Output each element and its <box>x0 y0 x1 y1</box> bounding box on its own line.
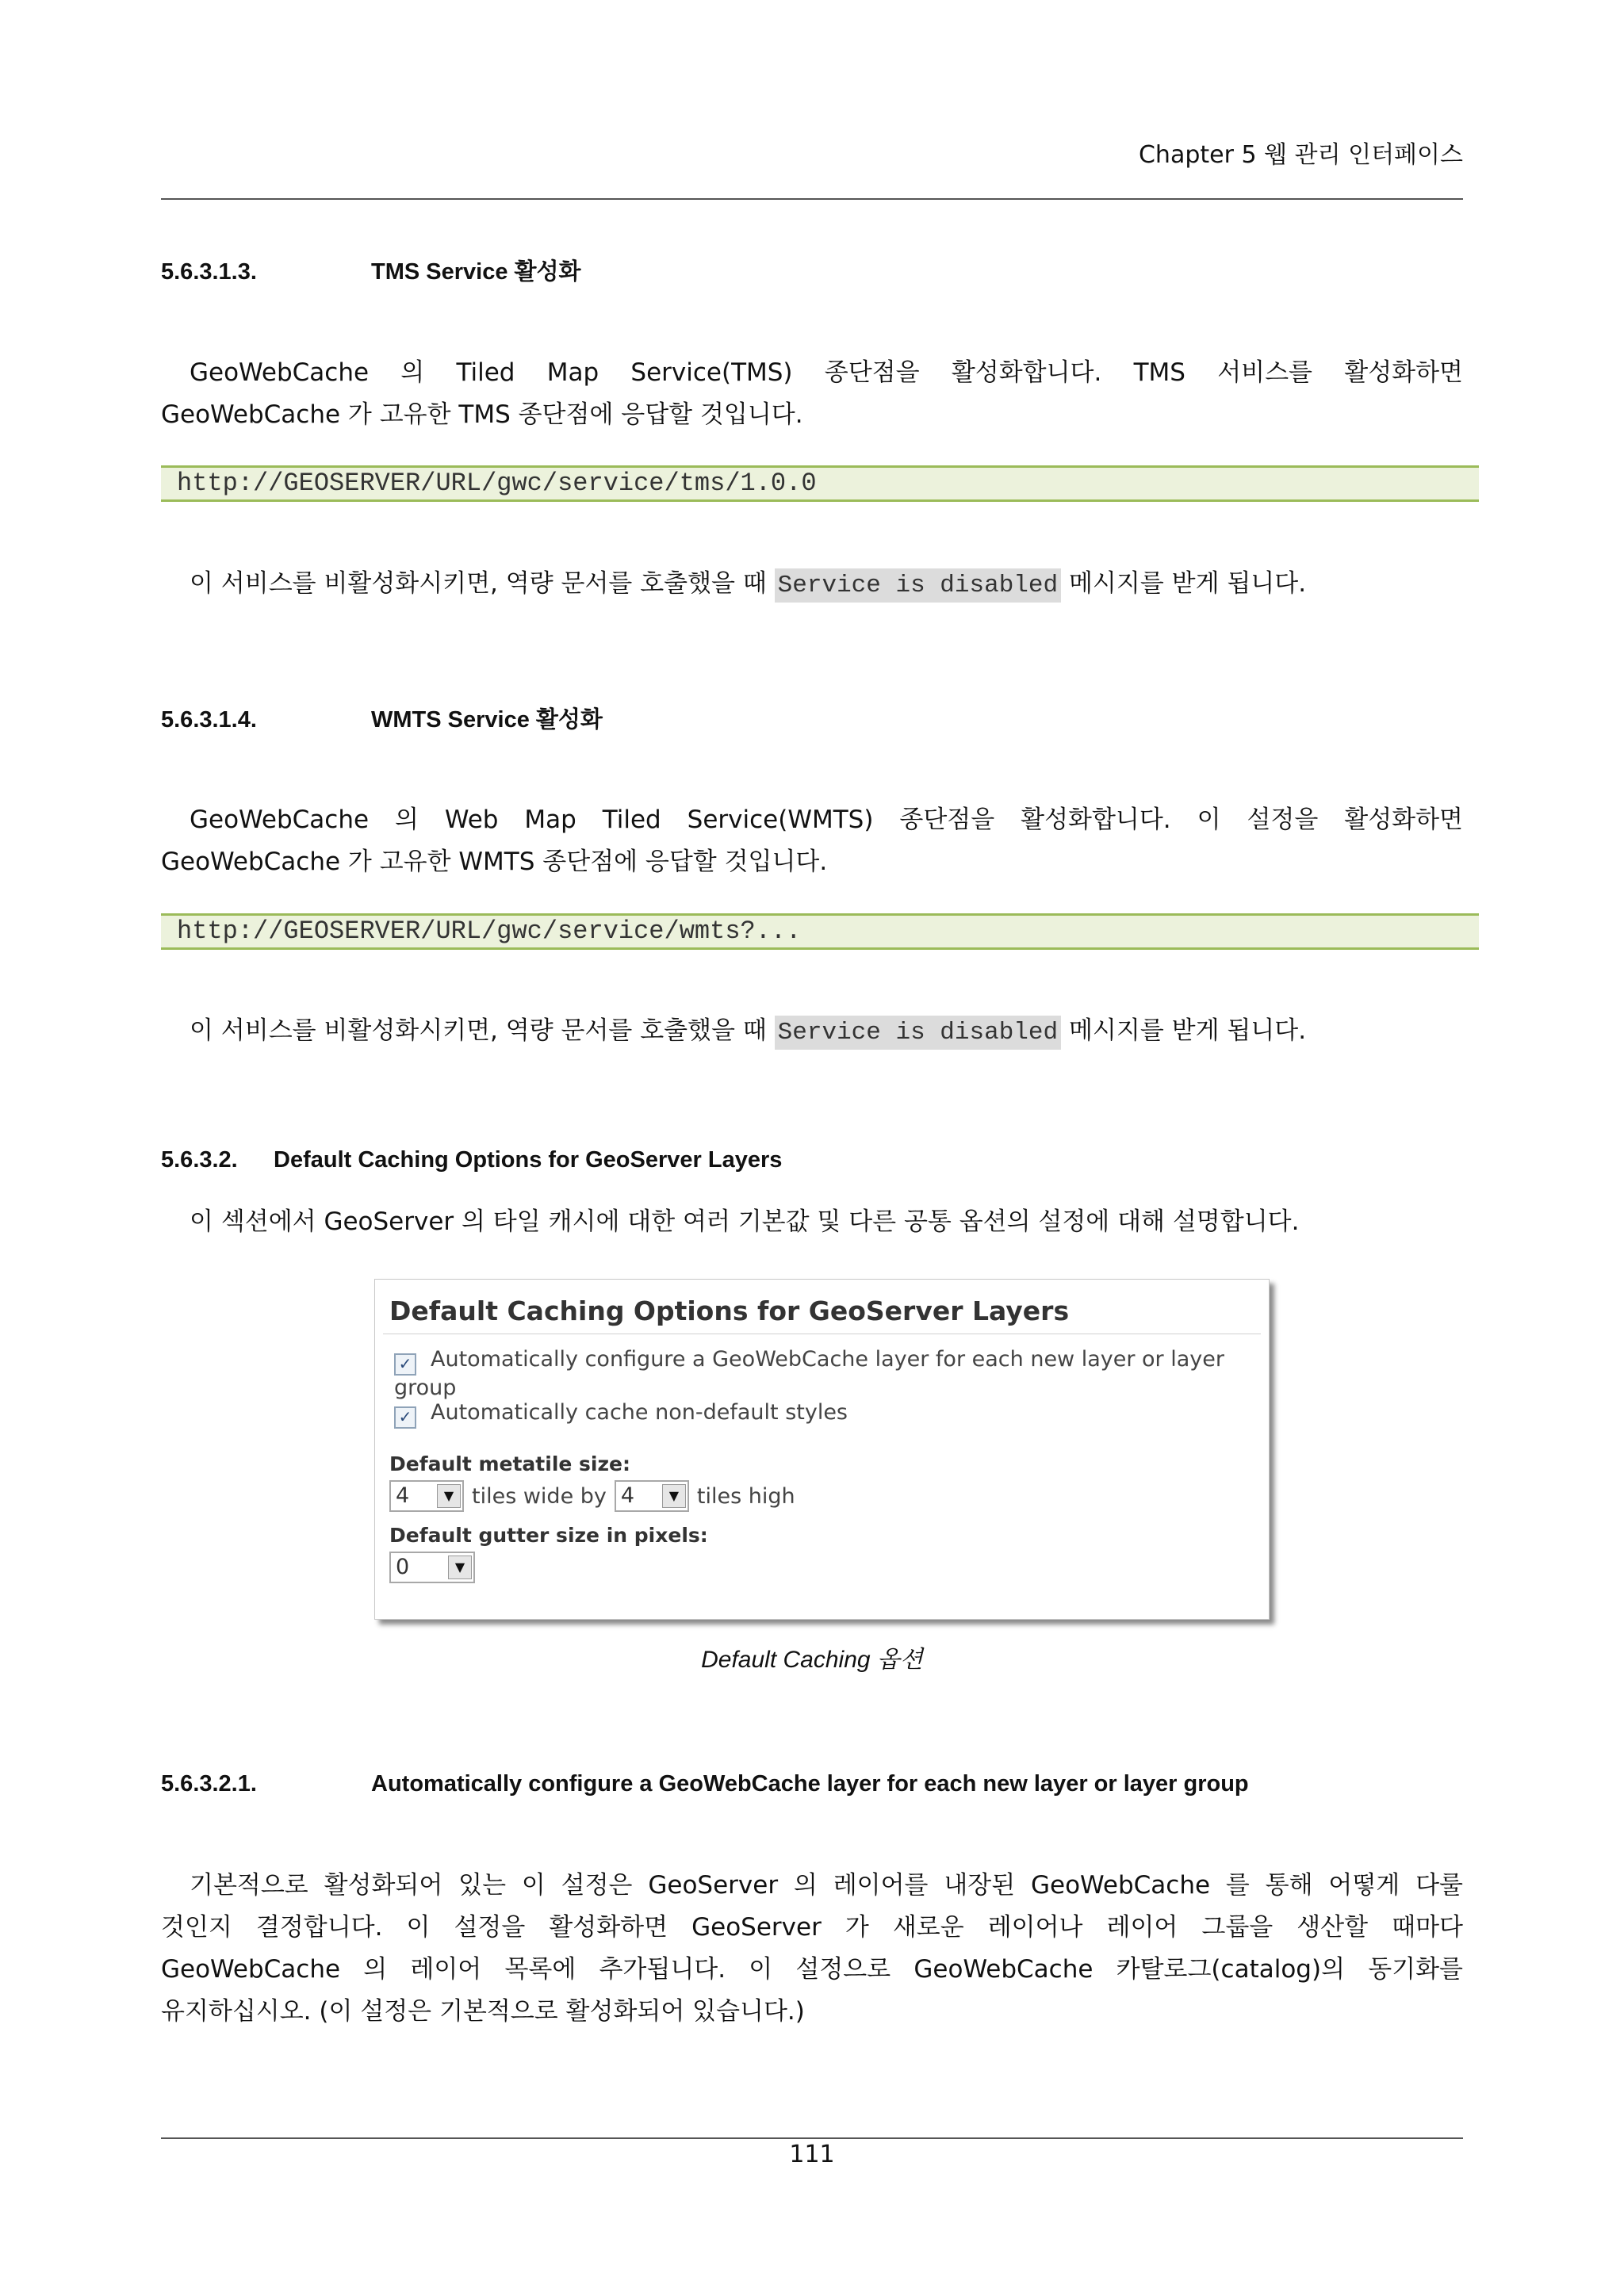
paragraph-tms <box>161 352 1463 436</box>
section-title: Automatically configure a GeoWebCache layer for each new layer or layer group <box>371 1771 1249 1797</box>
select-value: 0 <box>396 1555 410 1579</box>
section-title: Default Caching Options for GeoServer Layers <box>274 1147 783 1173</box>
paragraph-line: 기본적으로 활성화되어 있는 이 설정은 GeoServer 의 레이어를 내장된 GeoWebCache 를 통해 어떻게 다룰 <box>190 1871 1463 1900</box>
paragraph-line: GeoWebCache 의 Web Map Tiled Service(WMTS) 종단점을 활성화합니다. 이 설정을 활성화하면 <box>190 806 1463 834</box>
section-heading-defaults <box>161 1147 782 1173</box>
paragraph-line: 이 섹션에서 GeoServer 의 타일 캐시에 대한 여러 기본값 및 다른 공통 옵션의 설정에 대해 설명합니다. <box>190 1207 1300 1236</box>
section-number: 5.6.3.2. <box>161 1147 238 1173</box>
dropdown-arrow-icon[interactable]: ▼ <box>662 1484 686 1508</box>
paragraph-defaults-intro <box>161 1201 1463 1243</box>
dropdown-arrow-icon[interactable]: ▼ <box>448 1556 472 1579</box>
figure-panel-title: Default Caching Options for GeoServer Layers <box>389 1295 1070 1326</box>
tiles-high-text: tiles high <box>696 1483 795 1509</box>
code-block-tms: http://GEOSERVER/URL/gwc/service/tms/1.0.0 <box>161 465 1479 502</box>
metatile-high-select[interactable] <box>615 1480 689 1512</box>
paragraph-line: GeoWebCache 가 고유한 WMTS 종단점에 응답할 것입니다. <box>161 848 828 876</box>
section-number: 5.6.3.2.1. <box>161 1771 257 1797</box>
select-value: 4 <box>620 1483 635 1508</box>
checkbox-label: Automatically cache non-default styles <box>431 1400 848 1425</box>
paragraph-auto-configure <box>161 1865 1463 2033</box>
gutter-size-select[interactable] <box>389 1552 475 1583</box>
section-title: TMS Service 활성화 <box>371 259 581 285</box>
dropdown-arrow-icon[interactable]: ▼ <box>437 1484 461 1508</box>
paragraph-wmts <box>161 799 1463 883</box>
checkbox-row-auto-cache-styles[interactable] <box>394 1400 848 1429</box>
metatile-wide-select[interactable] <box>389 1480 464 1512</box>
note-tms <box>161 563 1463 607</box>
gutter-size-label: Default gutter size in pixels: <box>389 1524 708 1547</box>
section-number: 5.6.3.1.4. <box>161 707 257 733</box>
checkbox-label: Automatically configure a GeoWebCache layer for each new layer or layer group <box>394 1347 1224 1400</box>
inline-code: Service is disabled <box>775 1016 1061 1050</box>
caching-options-figure <box>374 1279 1270 1620</box>
tiles-wide-by-text: tiles wide by <box>472 1483 607 1509</box>
section-heading-wmts <box>161 702 603 734</box>
metatile-size-row <box>389 1480 803 1512</box>
paragraph-line: GeoWebCache 가 고유한 TMS 종단점에 응답할 것입니다. <box>161 400 803 429</box>
header-rule <box>161 198 1463 200</box>
note-text-before: 이 서비스를 비활성화시키면, 역량 문서를 호출했을 때 <box>190 569 775 598</box>
note-text-after: 메시지를 받게 됩니다. <box>1061 1016 1307 1045</box>
gutter-size-row <box>389 1552 475 1583</box>
running-header: Chapter 5 웹 관리 인터페이스 <box>1138 141 1463 169</box>
code-block-wmts: http://GEOSERVER/URL/gwc/service/wmts?... <box>161 913 1479 950</box>
section-title: WMTS Service 활성화 <box>371 707 603 733</box>
paragraph-line: 것인지 결정합니다. 이 설정을 활성화하면 GeoServer 가 새로운 레이어나 레이어 그룹을 생산할 때마다 <box>161 1913 1463 1942</box>
paragraph-line: GeoWebCache 의 Tiled Map Service(TMS) 종단점을 활성화합니다. TMS 서비스를 활성화하면 <box>190 358 1463 387</box>
footer-rule <box>161 2137 1463 2139</box>
inline-code: Service is disabled <box>775 568 1061 603</box>
paragraph-line: GeoWebCache 의 레이어 목록에 추가됩니다. 이 설정으로 GeoWebCache 카탈로그(catalog)의 동기화를 <box>161 1955 1463 1984</box>
section-number: 5.6.3.1.3. <box>161 259 257 285</box>
checkbox-checked-icon[interactable]: ✓ <box>394 1406 416 1429</box>
checkbox-row-auto-configure[interactable] <box>394 1347 1269 1400</box>
page-number: 111 <box>789 2141 835 2168</box>
note-text-after: 메시지를 받게 됩니다. <box>1061 569 1307 598</box>
metatile-size-label: Default metatile size: <box>389 1452 631 1475</box>
paragraph-line: 유지하십시오. (이 설정은 기본적으로 활성화되어 있습니다.) <box>161 1997 805 2026</box>
section-heading-auto-configure <box>161 1771 1249 1797</box>
figure-caption: Default Caching 옵션 <box>701 1647 923 1673</box>
note-wmts <box>161 1010 1463 1054</box>
select-value: 4 <box>396 1483 410 1508</box>
checkbox-checked-icon[interactable]: ✓ <box>394 1353 416 1376</box>
section-heading-tms <box>161 254 581 286</box>
note-text-before: 이 서비스를 비활성화시키면, 역량 문서를 호출했을 때 <box>190 1016 775 1045</box>
